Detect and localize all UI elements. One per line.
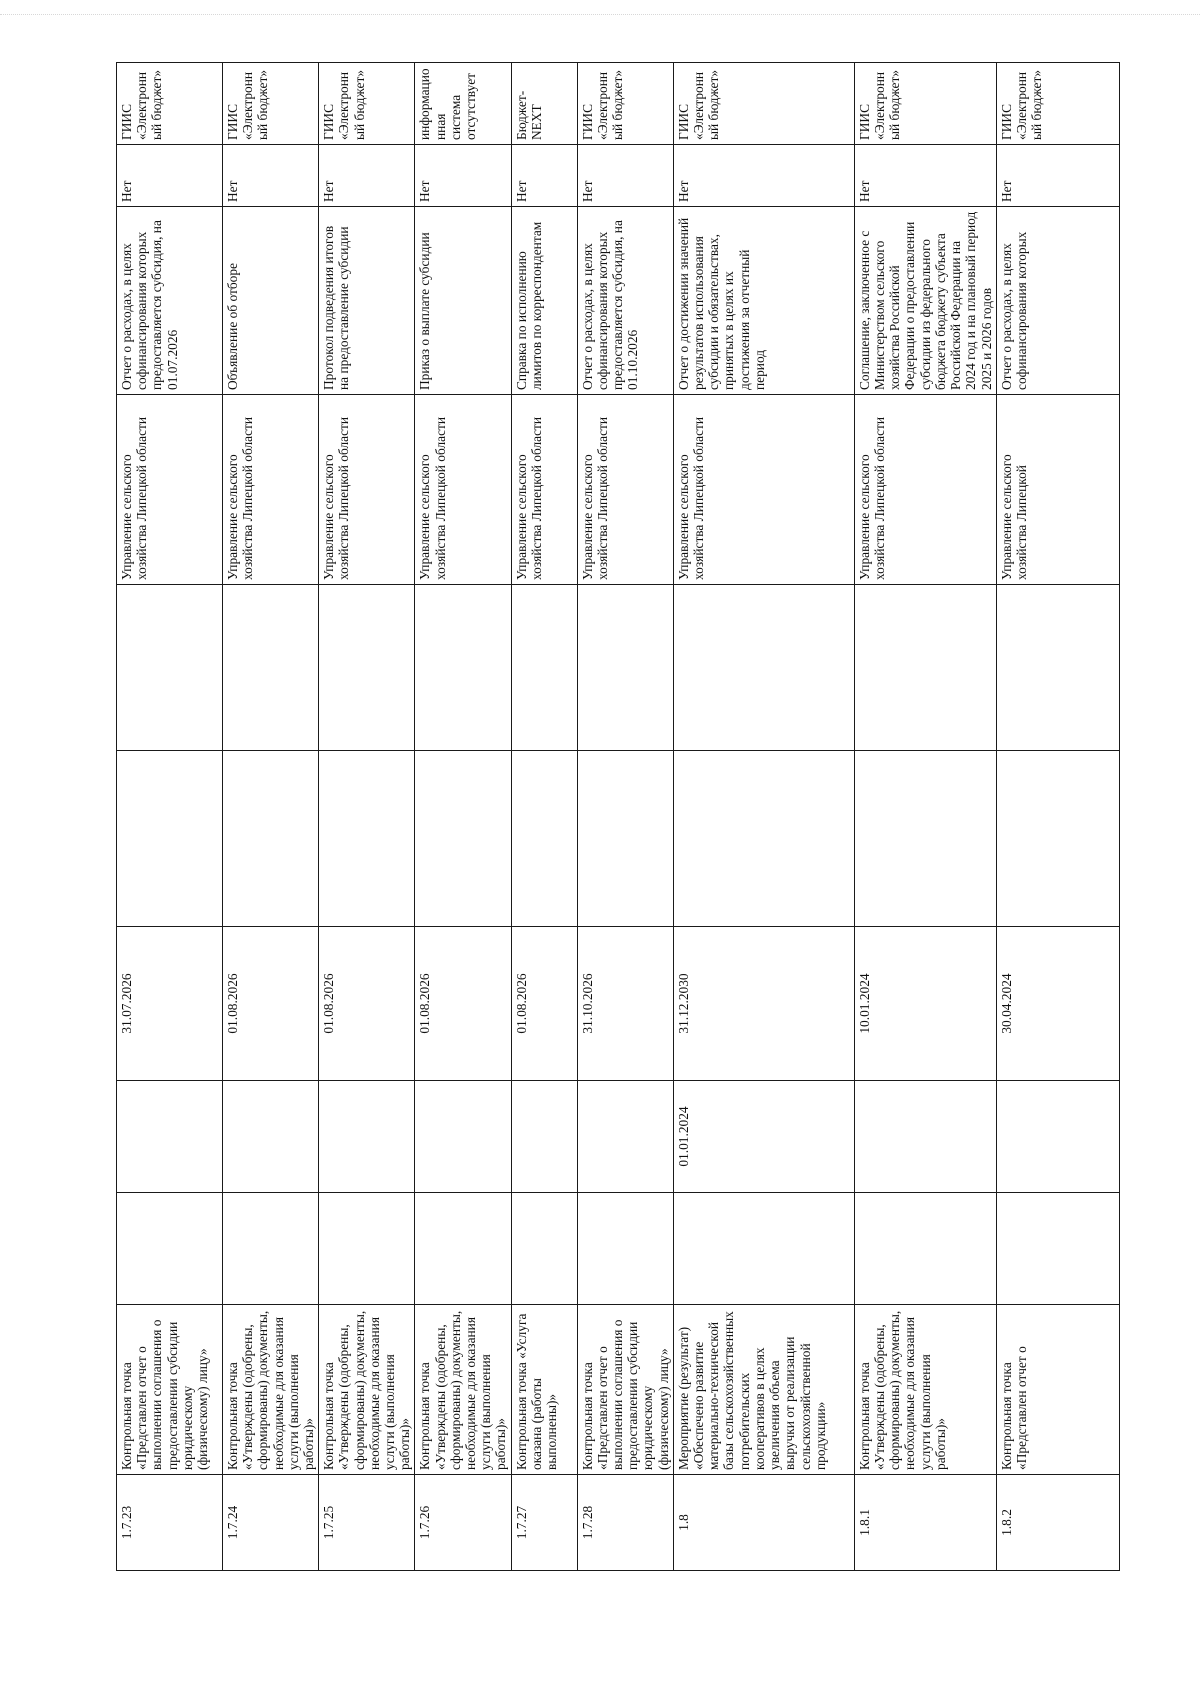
cell-row-name: Контрольная точка «Представлен отчет о выполнении соглашения о предоставлении субсидии юридическому (физическому) лицу» xyxy=(577,1305,673,1475)
cell-flag: Нет xyxy=(996,145,1119,207)
cell-info-system: информационная система отсутствует xyxy=(415,63,511,145)
cell-document: Протокол подведения итогов на предоставление субсидии xyxy=(319,207,415,395)
cell-info-system: ГИИС «Электронный бюджет» xyxy=(223,63,319,145)
cell-row-number: 1.7.27 xyxy=(511,1475,577,1571)
cell-start-date xyxy=(223,1193,319,1305)
cell-col-7 xyxy=(223,585,319,751)
table-row xyxy=(996,63,1119,1571)
cell-flag: Нет xyxy=(854,145,996,207)
cell-document: Справка по исполнению лимитов по корреспондентам xyxy=(511,207,577,395)
cell-row-name: Контрольная точка «Представлен отчет о выполнении соглашения о предоставлении субсидии юридическому (физическому) лицу» xyxy=(117,1305,223,1475)
table-row xyxy=(577,63,673,1571)
cell-end-date: 10.01.2024 xyxy=(854,927,996,1081)
cell-end-date: 01.08.2026 xyxy=(511,927,577,1081)
cell-col-7 xyxy=(117,585,223,751)
cell-flag: Нет xyxy=(117,145,223,207)
cell-start-date xyxy=(673,1193,854,1305)
cell-document: Отчет о расходах, в целях софинансирования которых предоставляется субсидия, на 01.07.2026 xyxy=(117,207,223,395)
cell-col-7 xyxy=(854,585,996,751)
cell-end-date: 01.08.2026 xyxy=(415,927,511,1081)
cell-row-name: Контрольная точка «Услуга оказана (работы выполнены)» xyxy=(511,1305,577,1475)
cell-info-system: ГИИС «Электронный бюджет» xyxy=(673,63,854,145)
cell-row-number: 1.7.26 xyxy=(415,1475,511,1571)
cell-end-date: 01.08.2026 xyxy=(223,927,319,1081)
table-row xyxy=(319,63,415,1571)
cell-col-6 xyxy=(319,751,415,927)
cell-document: Отчет о расходах, в целях софинансирования которых xyxy=(996,207,1119,395)
cell-start-date xyxy=(577,1193,673,1305)
cell-start-date xyxy=(415,1193,511,1305)
cell-row-number: 1.7.25 xyxy=(319,1475,415,1571)
cell-end-date: 30.04.2024 xyxy=(996,927,1119,1081)
cell-row-name: Контрольная точка «Утверждены (одобрены, сформированы) документы, необходимые для оказания услуги (выполнения работы)» xyxy=(854,1305,996,1475)
cell-col-7 xyxy=(577,585,673,751)
cell-flag: Нет xyxy=(415,145,511,207)
cell-col-7 xyxy=(996,585,1119,751)
cell-flag: Нет xyxy=(223,145,319,207)
cell-row-name: Контрольная точка «Утверждены (одобрены, сформированы) документы, необходимые для оказания услуги (выполнения работы)» xyxy=(223,1305,319,1475)
plan-table xyxy=(116,62,1120,1571)
rotated-table-container xyxy=(116,63,1058,1571)
cell-col-6 xyxy=(854,751,996,927)
cell-plan-date: 01.01.2024 xyxy=(673,1081,854,1193)
cell-responsible: Управление сельского хозяйства Липецкой области xyxy=(223,395,319,585)
cell-end-date: 01.08.2026 xyxy=(319,927,415,1081)
cell-responsible: Управление сельского хозяйства Липецкой области xyxy=(415,395,511,585)
cell-col-6 xyxy=(511,751,577,927)
cell-row-name: Контрольная точка «Утверждены (одобрены, сформированы) документы, необходимые для оказания услуги (выполнения работы)» xyxy=(415,1305,511,1475)
cell-start-date xyxy=(996,1193,1119,1305)
cell-flag: Нет xyxy=(577,145,673,207)
cell-flag: Нет xyxy=(511,145,577,207)
cell-flag: Нет xyxy=(319,145,415,207)
cell-row-number: 1.8 xyxy=(673,1475,854,1571)
cell-info-system: ГИИС «Электронный бюджет» xyxy=(577,63,673,145)
cell-col-6 xyxy=(673,751,854,927)
cell-plan-date xyxy=(223,1081,319,1193)
cell-col-6 xyxy=(996,751,1119,927)
cell-row-number: 1.8.1 xyxy=(854,1475,996,1571)
cell-row-number: 1.8.2 xyxy=(996,1475,1119,1571)
cell-plan-date xyxy=(415,1081,511,1193)
cell-col-7 xyxy=(673,585,854,751)
cell-responsible: Управление сельского хозяйства Липецкой области xyxy=(854,395,996,585)
cell-document: Объявление об отборе xyxy=(223,207,319,395)
cell-document: Соглашение, заключенное с Министерством сельского хозяйства Российской Федерации о предоставлении субсидии из федерального бюджета бюджету субъекта Российской Федерации на 2024 год и на плановый период 2025 и 2026 годов xyxy=(854,207,996,395)
table-row xyxy=(117,63,223,1571)
cell-col-6 xyxy=(415,751,511,927)
table-row xyxy=(415,63,511,1571)
cell-row-name: Контрольная точка «Представлен отчет о xyxy=(996,1305,1119,1475)
cell-responsible: Управление сельского хозяйства Липецкой области xyxy=(673,395,854,585)
cell-document: Приказ о выплате субсидии xyxy=(415,207,511,395)
cell-info-system: ГИИС «Электронный бюджет» xyxy=(319,63,415,145)
cell-plan-date xyxy=(577,1081,673,1193)
cell-col-6 xyxy=(577,751,673,927)
cell-row-number: 1.7.24 xyxy=(223,1475,319,1571)
cell-col-6 xyxy=(117,751,223,927)
table-row xyxy=(673,63,854,1571)
cell-start-date xyxy=(511,1193,577,1305)
cell-flag: Нет xyxy=(673,145,854,207)
cell-start-date xyxy=(117,1193,223,1305)
cell-row-number: 1.7.23 xyxy=(117,1475,223,1571)
cell-plan-date xyxy=(854,1081,996,1193)
cell-plan-date xyxy=(319,1081,415,1193)
cell-end-date: 31.12.2030 xyxy=(673,927,854,1081)
cell-end-date: 31.10.2026 xyxy=(577,927,673,1081)
cell-plan-date xyxy=(996,1081,1119,1193)
cell-responsible: Управление сельского хозяйства Липецкой области xyxy=(577,395,673,585)
cell-col-7 xyxy=(415,585,511,751)
table-body xyxy=(117,63,1120,1571)
scan-edge-line xyxy=(0,14,1200,15)
table-row xyxy=(511,63,577,1571)
cell-info-system: ГИИС «Электронный бюджет» xyxy=(996,63,1119,145)
cell-responsible: Управление сельского хозяйства Липецкой xyxy=(996,395,1119,585)
cell-info-system: ГИИС «Электронный бюджет» xyxy=(854,63,996,145)
cell-document: Отчет о расходах, в целях софинансирования которых предоставляется субсидия, на 01.10.2026 xyxy=(577,207,673,395)
cell-info-system: ГИИС «Электронный бюджет» xyxy=(117,63,223,145)
cell-col-7 xyxy=(319,585,415,751)
cell-responsible: Управление сельского хозяйства Липецкой области xyxy=(511,395,577,585)
cell-row-name: Контрольная точка «Утверждены (одобрены, сформированы) документы, необходимые для оказания услуги (выполнения работы)» xyxy=(319,1305,415,1475)
cell-responsible: Управление сельского хозяйства Липецкой области xyxy=(319,395,415,585)
table-row xyxy=(223,63,319,1571)
cell-row-name: Мероприятие (результат) «Обеспечено развитие материально-технической базы сельскохозяйственных потребительских кооперативов в целях увеличения объема выручки от реализации сельскохозяйственной продукции» xyxy=(673,1305,854,1475)
cell-start-date xyxy=(854,1193,996,1305)
cell-row-number: 1.7.28 xyxy=(577,1475,673,1571)
cell-end-date: 31.07.2026 xyxy=(117,927,223,1081)
table-row xyxy=(854,63,996,1571)
cell-plan-date xyxy=(117,1081,223,1193)
cell-col-7 xyxy=(511,585,577,751)
cell-plan-date xyxy=(511,1081,577,1193)
cell-col-6 xyxy=(223,751,319,927)
cell-info-system: Бюджет-NEXT xyxy=(511,63,577,145)
cell-responsible: Управление сельского хозяйства Липецкой области xyxy=(117,395,223,585)
cell-document: Отчет о достижении значений результатов использования субсидии и обязательствах, принятых в целях их достижения за отчетный период xyxy=(673,207,854,395)
cell-start-date xyxy=(319,1193,415,1305)
